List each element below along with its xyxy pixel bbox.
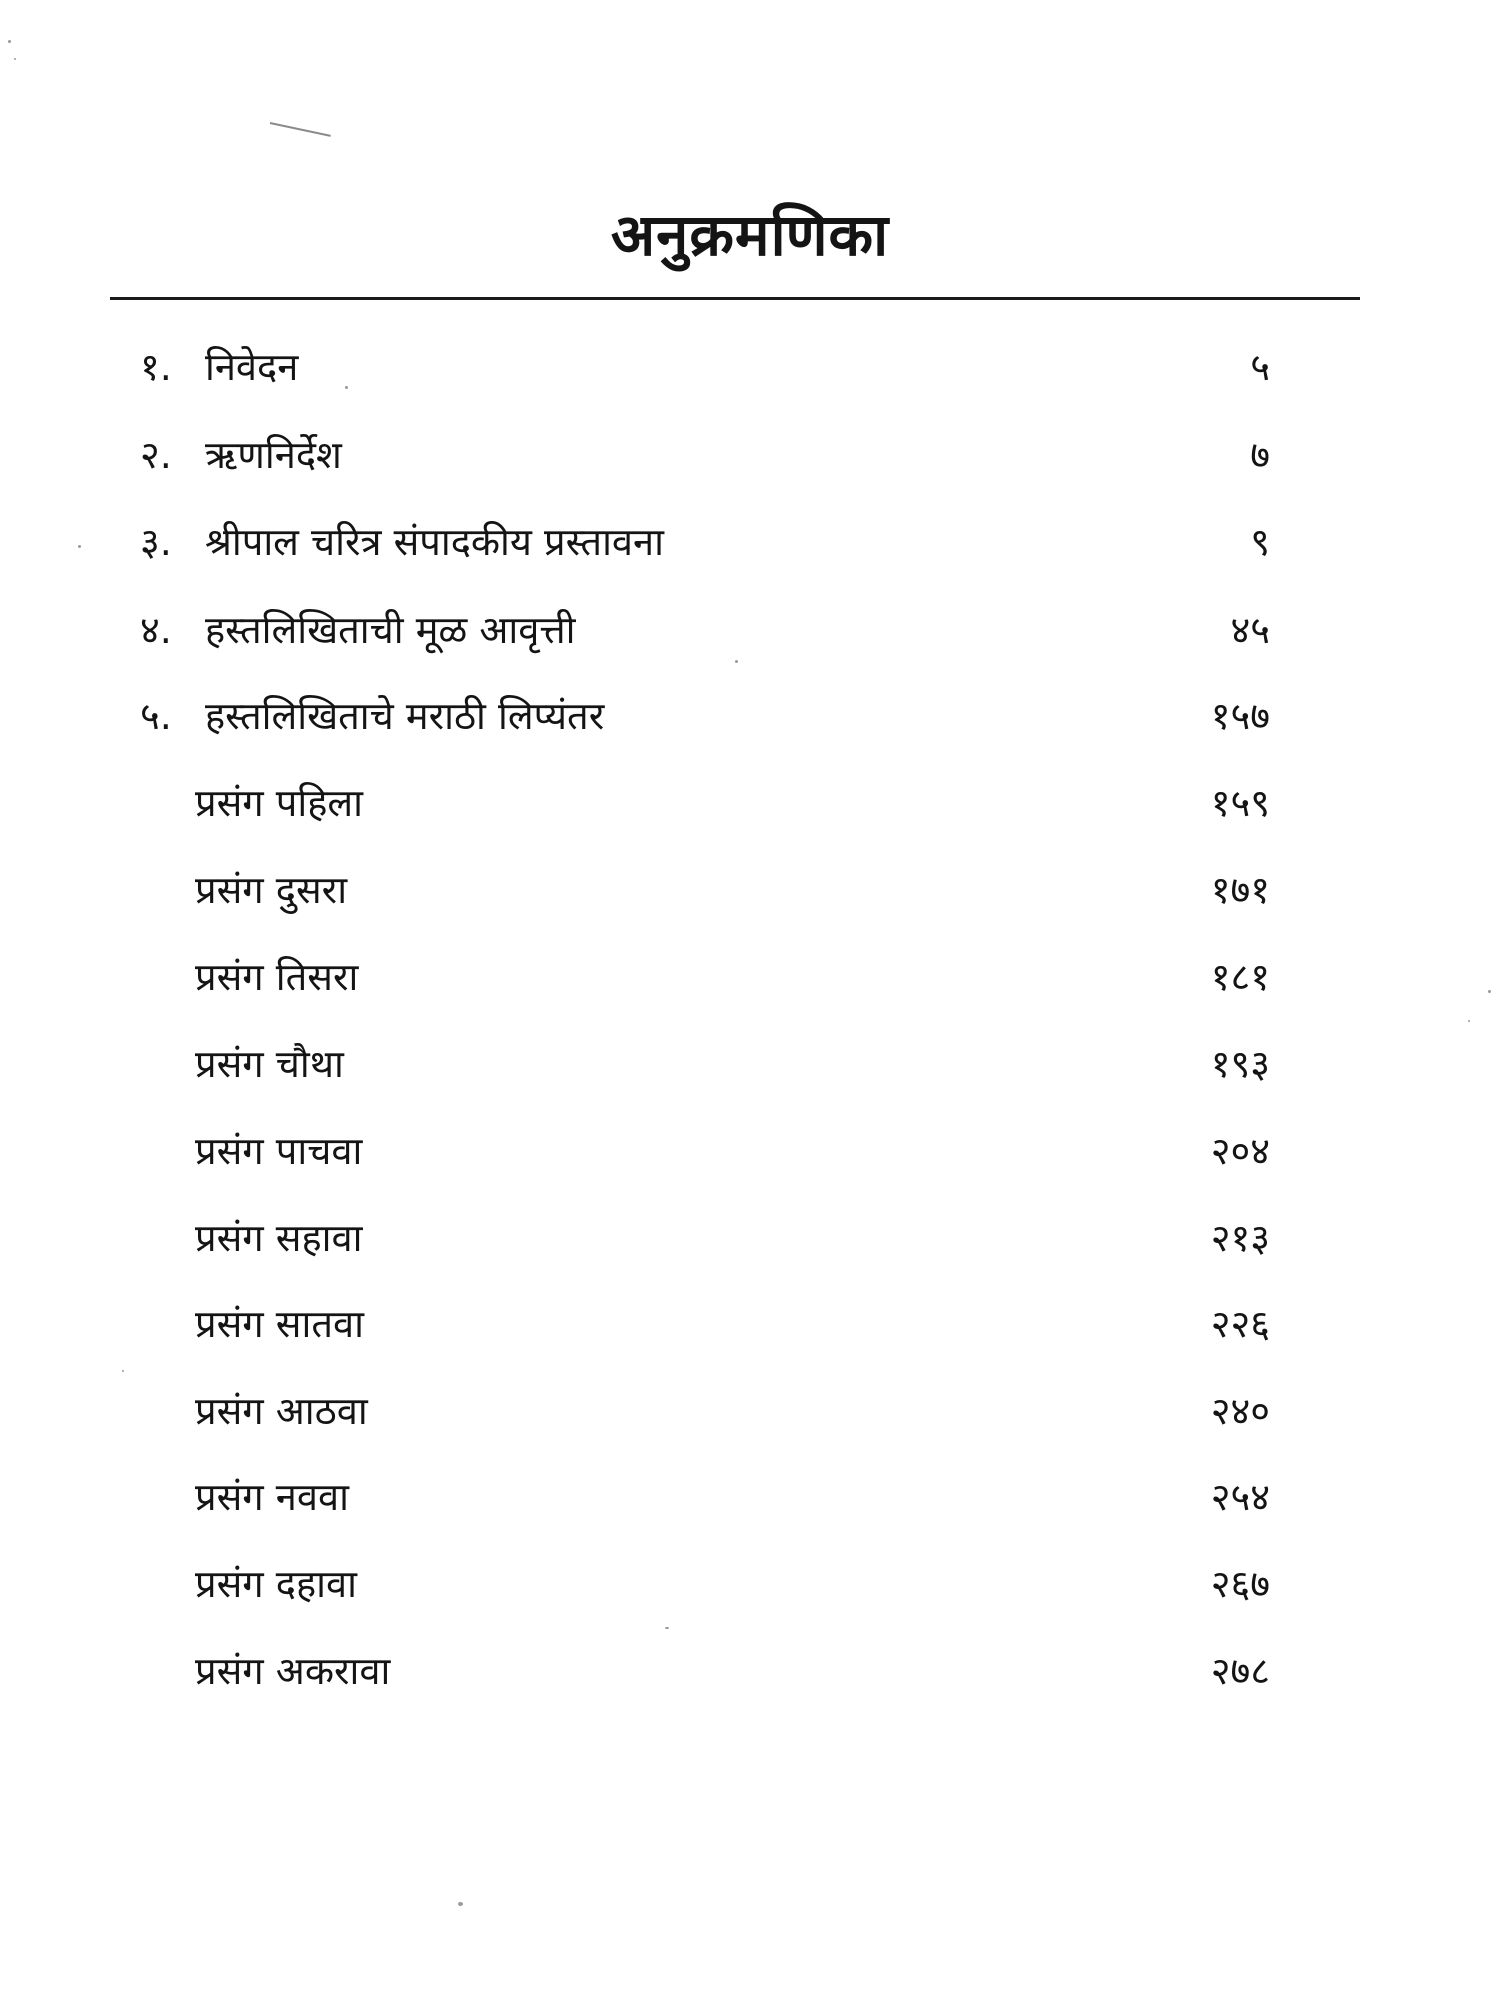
toc-entry-label: प्रसंग नववा [195,1475,349,1519]
toc-entry-label: हस्तलिखिताची मूळ आवृत्ती [205,608,576,652]
toc-entry-page: २४० [1210,1389,1270,1433]
toc-sub-entry[interactable] [0,1467,1500,1527]
toc-sub-entry[interactable] [0,1554,1500,1614]
toc-entry-page: ९ [1250,520,1270,564]
toc-entry-label: प्रसंग दुसरा [195,868,348,912]
toc-entry-label: प्रसंग पहिला [195,781,363,825]
toc-entry[interactable] [0,686,1500,746]
toc-entry-label: प्रसंग आठवा [195,1389,368,1433]
toc-sub-entry[interactable] [0,860,1500,920]
toc-entry-page: ७ [1250,433,1270,477]
toc-sub-entry[interactable] [0,1121,1500,1181]
toc-entry-label: प्रसंग पाचवा [195,1129,363,1173]
toc-sub-entry[interactable] [0,1641,1500,1701]
toc-entry[interactable] [0,337,1500,397]
toc-entry-number: २. [140,433,172,477]
toc-entry-number: ४. [140,608,172,652]
toc-sub-entry[interactable] [0,1208,1500,1268]
toc-entry-page: १५७ [1210,694,1270,738]
toc-entry-label: प्रसंग अकरावा [195,1649,391,1693]
toc-entry-number: ५. [140,694,172,738]
toc-entry-page: २२६ [1210,1302,1270,1346]
toc-entry-page: १५९ [1210,781,1270,825]
toc-entry-label: ऋणनिर्देश [205,433,342,477]
toc-entry-page: १७१ [1210,868,1270,912]
toc-sub-entry[interactable] [0,1034,1500,1094]
toc-entry-page: ५ [1250,345,1270,389]
toc-entry-label: प्रसंग चौथा [195,1042,344,1086]
toc-entry[interactable] [0,600,1500,660]
toc-sub-entry[interactable] [0,773,1500,833]
page-title: अनुक्रमणिका [610,201,890,269]
toc-entry-label: निवेदन [205,345,299,389]
toc-entry-label: हस्तलिखिताचे मराठी लिप्यंतर [205,694,605,738]
toc-entry-page: १८१ [1210,955,1270,999]
toc-entry-page: १९३ [1210,1042,1270,1086]
toc-entry-page: ४५ [1230,608,1270,652]
toc-entry-page: २०४ [1210,1129,1270,1173]
toc-entry-label: श्रीपाल चरित्र संपादकीय प्रस्तावना [205,520,664,564]
toc-sub-entry[interactable] [0,947,1500,1007]
toc-entry-page: २७८ [1210,1649,1270,1693]
toc-entry-label: प्रसंग तिसरा [195,955,359,999]
toc-sub-entry[interactable] [0,1294,1500,1354]
toc-entry[interactable] [0,425,1500,485]
toc-entry-page: २१३ [1210,1216,1270,1260]
toc-entry[interactable] [0,512,1500,572]
toc-sub-entry[interactable] [0,1381,1500,1441]
toc-entry-page: २६७ [1210,1562,1270,1606]
toc-entry-label: प्रसंग सातवा [195,1302,364,1346]
toc-entry-number: १. [140,345,172,389]
toc-entry-label: प्रसंग सहावा [195,1216,363,1260]
toc-entry-label: प्रसंग दहावा [195,1562,357,1606]
toc-entry-number: ३. [140,520,172,564]
toc-entry-page: २५४ [1210,1475,1270,1519]
